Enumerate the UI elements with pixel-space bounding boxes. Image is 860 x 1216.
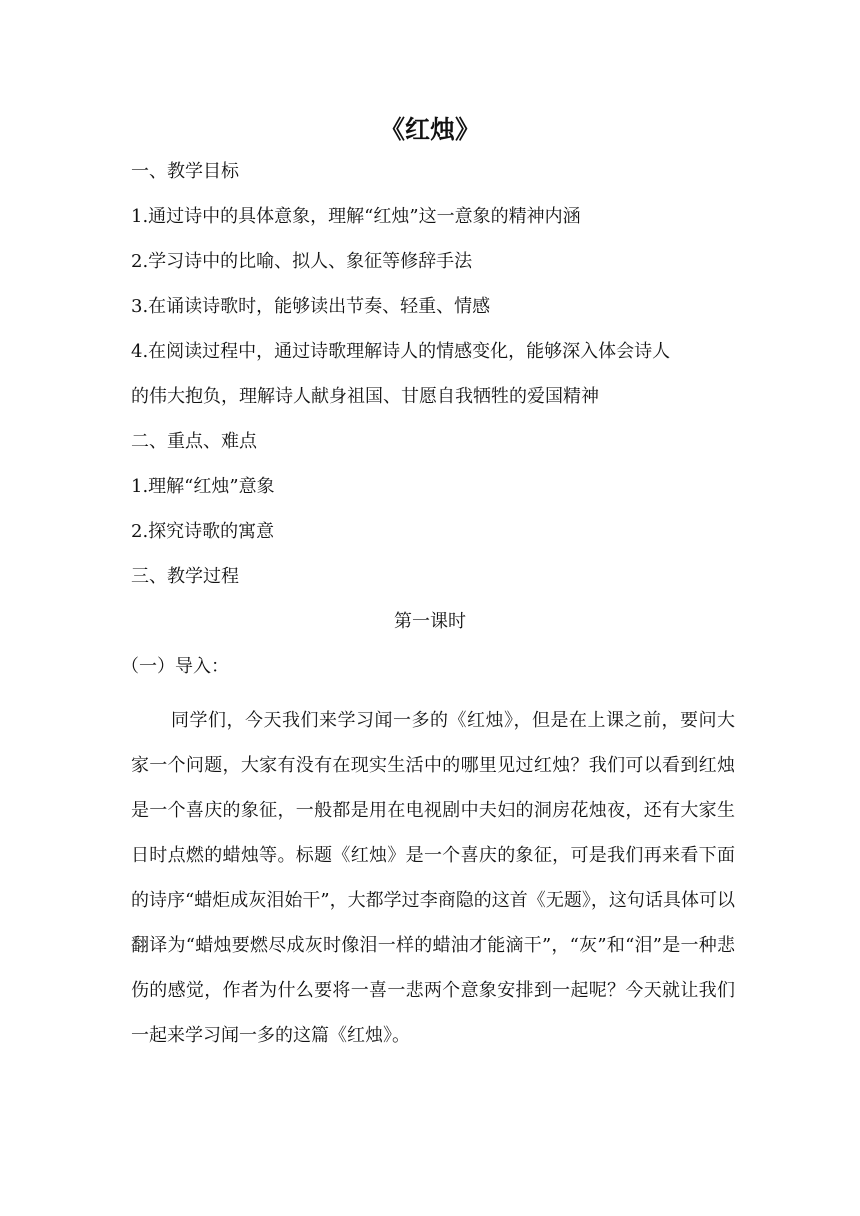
objective-item-4: 4.在阅读过程中，通过诗歌理解诗人的情感变化，能够深入体会诗人	[131, 341, 671, 362]
introduction-paragraph: 同学们，今天我们来学习闻一多的《红烛》，但是在上课之前，要问大家一个问题，大家有没有在现实生活中的哪里见过红烛？我们可以看到红烛是一个喜庆的象征，一般都是用在电视剧中夫妇的洞房花烛夜，还有大家生日时点燃的蜡烛等。标题《红烛》是一个喜庆的象征，可是我们再来看下面的诗序“蜡炬成灰泪始干”，大都学过李商隐的这首《无题》，这句话具体可以翻译为“蜡烛要燃尽成灰时像泪一样的蜡油才能滴干”，“灰”和“泪”是一种悲伤的感觉，作者为什么要将一喜一悲两个意象安排到一起呢？今天就让我们一起来学习闻一多的这篇《红烛》。	[131, 710, 735, 1046]
key-point-item-1: 1.理解“红烛”意象	[131, 476, 275, 497]
section-heading-key-points: 二、重点、难点	[131, 431, 257, 452]
objective-item-3: 3.在诵读诗歌时，能够读出节奏、轻重、情感	[131, 296, 491, 317]
objective-item-2: 2.学习诗中的比喻、拟人、象征等修辞手法	[131, 251, 473, 272]
section-heading-process: 三、教学过程	[131, 566, 239, 587]
key-point-item-2: 2.探究诗歌的寓意	[131, 521, 275, 542]
document-title: 《红烛》	[379, 115, 480, 144]
objective-item-4-continued: 的伟大抱负，理解诗人献身祖国、甘愿自我牺牲的爱国精神	[131, 386, 599, 407]
objective-item-1: 1.通过诗中的具体意象，理解“红烛”这一意象的精神内涵	[131, 206, 581, 227]
subheading-introduction: （一）导入：	[121, 656, 229, 677]
lesson-label: 第一课时	[394, 611, 466, 632]
section-heading-objectives: 一、教学目标	[131, 161, 239, 182]
